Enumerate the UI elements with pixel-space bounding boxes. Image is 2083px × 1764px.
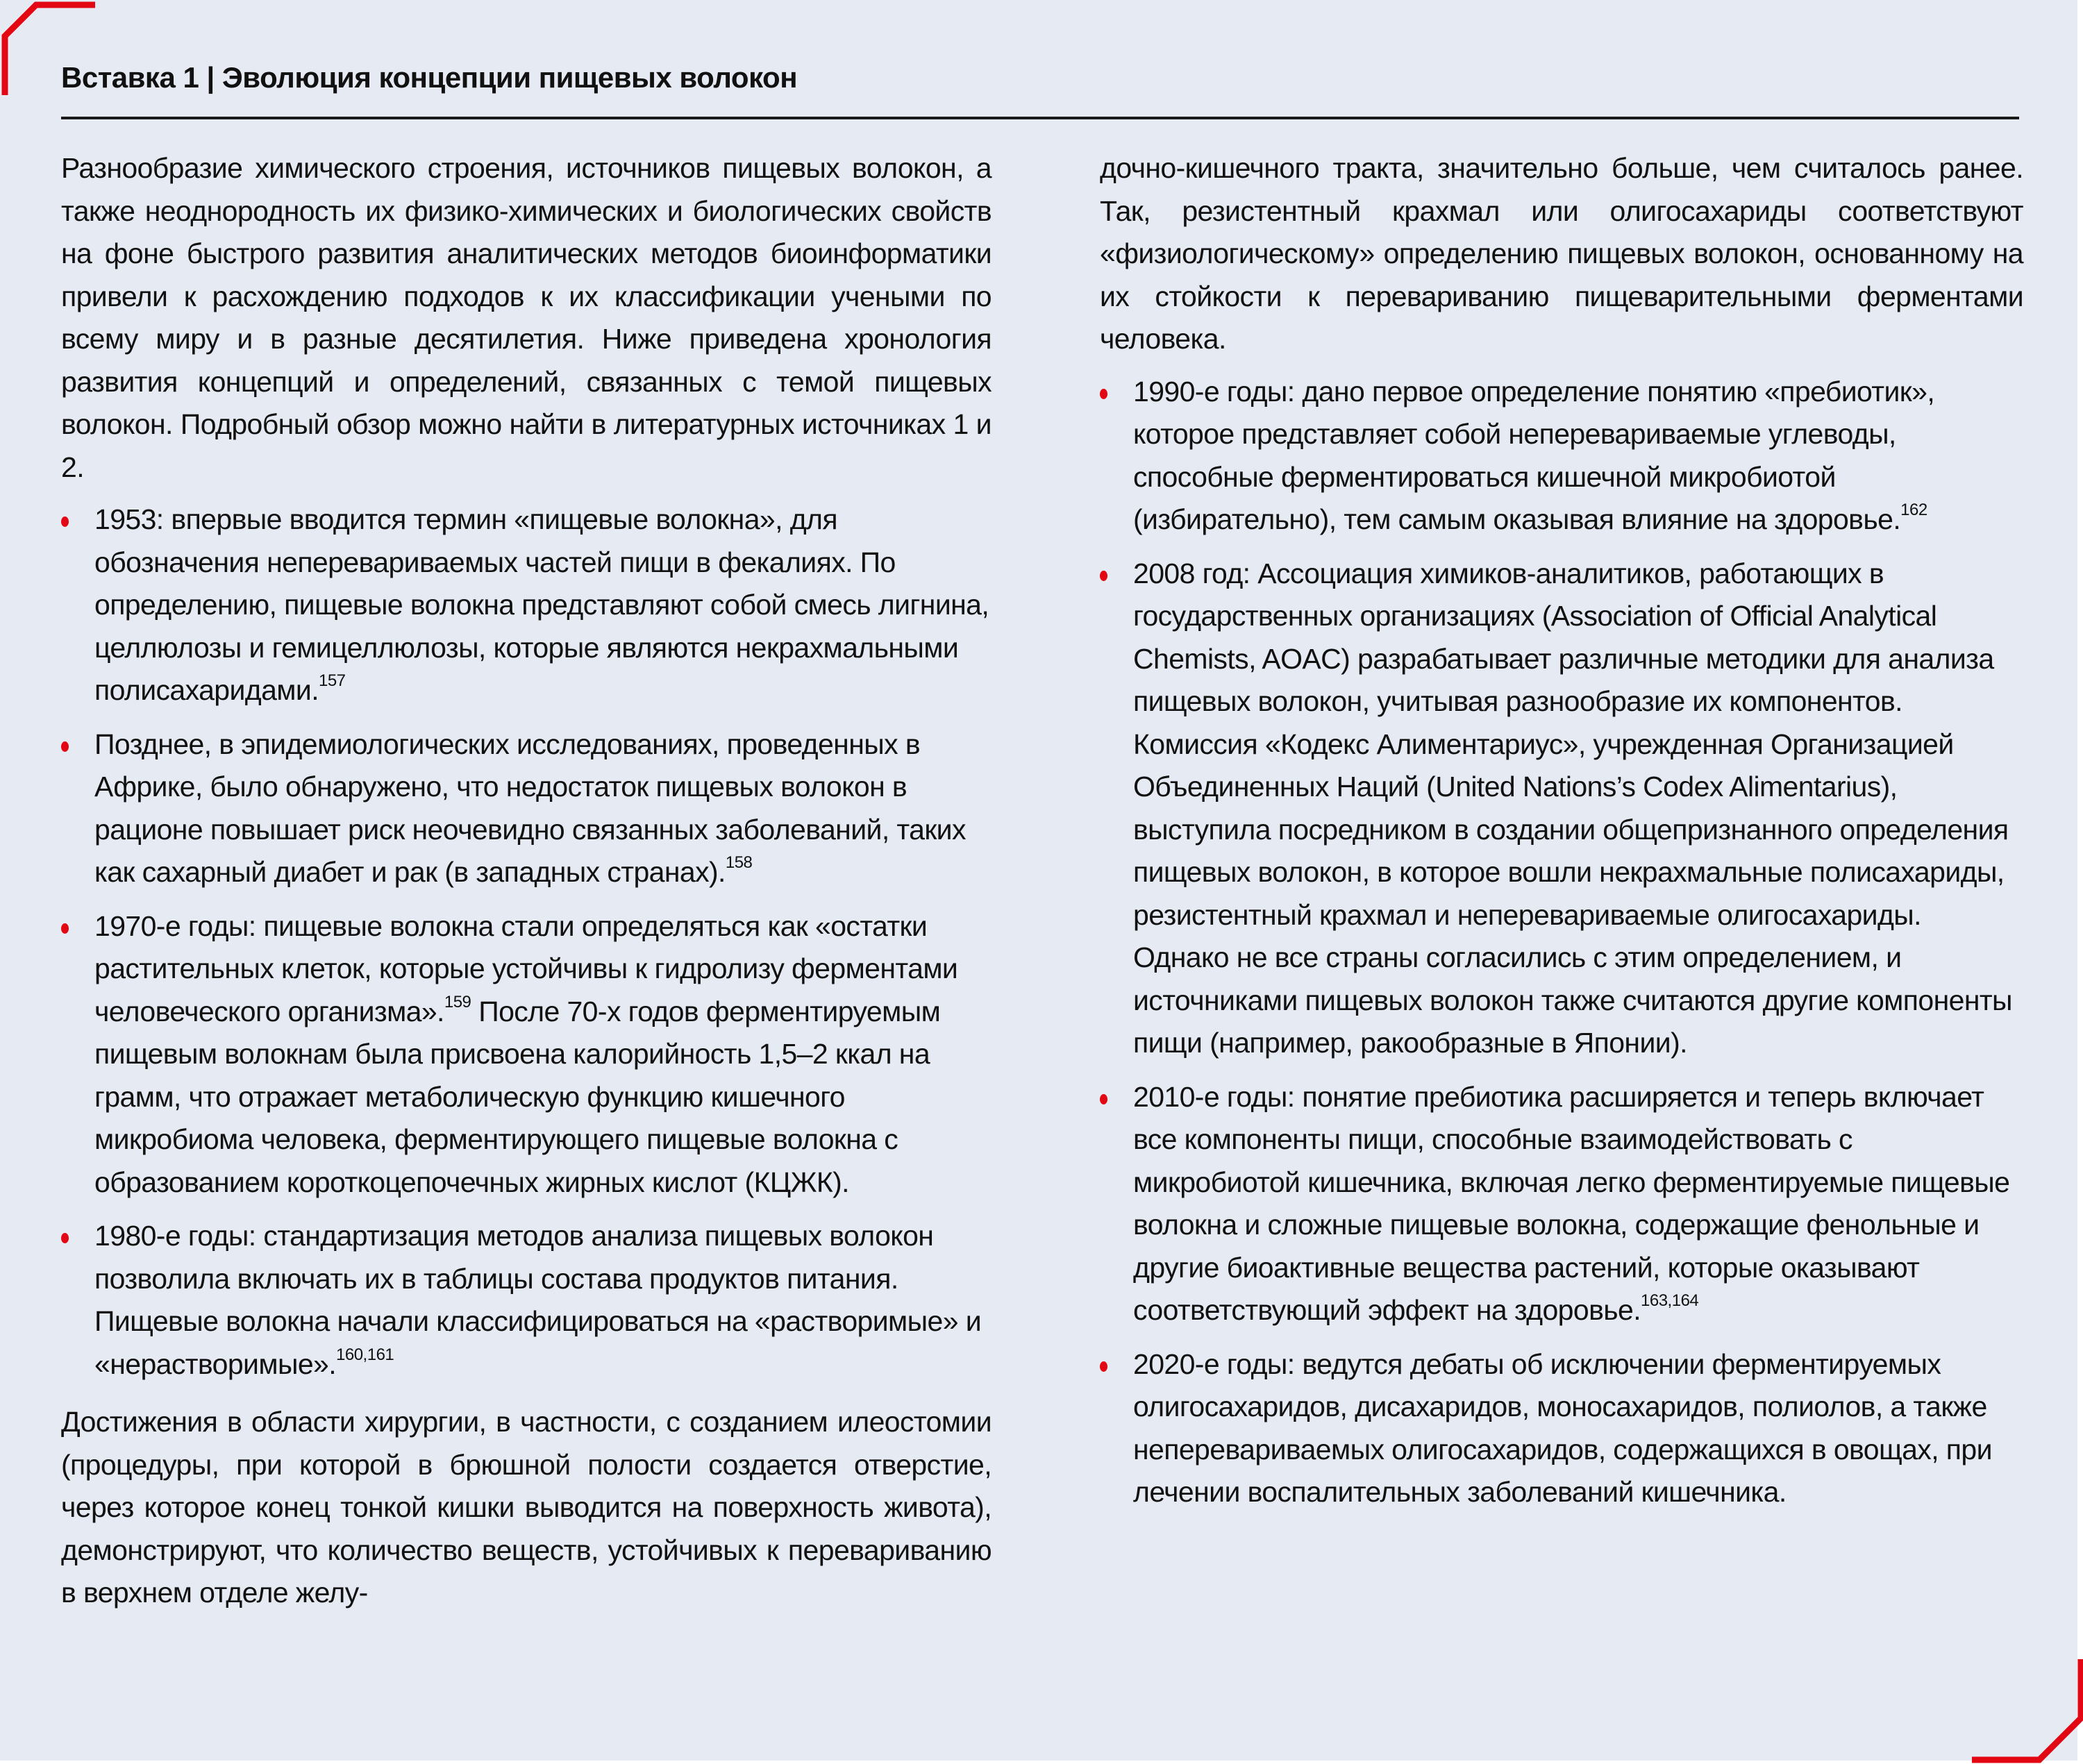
- bullet-dot-icon: [1100, 389, 1107, 399]
- timeline-item-2010s: 2010-е годы: понятие пребиотика расширяется и теперь включает все компоненты пищи, способные взаимодействовать с микробиотой кишечника, включая легко ферментируемые пищевые волокна и сложные пищевые волокна, содержащие фенольные и другие биоактивные вещества растений, которые оказывают соответствующий эффект на здоровье.$^{163,164}$: [1100, 1076, 2023, 1332]
- timeline-item-2008: 2008 год: Ассоциация химиков-аналитиков, работающих в государственных организациях (Association of Official Analytical Chemists, AOAC) разрабатывает различные методики для анализа пищевых волокон, учитывая разнообразие их компонентов. Комиссия «Кодекс Алиментариус», учрежденная Организацией Объединенных Наций (United Nations’s Codex Alimentarius), выступила посредником в создании общепризнанного определения пищевых волокон, в которое вошли некрахмальные полисахариды, резистентный крахмал и неперевариваемые олигосахариды. Однако не все страны согласились с этим определением, и источниками пищевых волокон также считаются другие компоненты пищи (например, ракообразные в Японии).: [1100, 553, 2023, 1065]
- timeline-item-2020s: 2020-е годы: ведутся дебаты об исключении ферментируемых олигосахаридов, дисахаридов, моносахаридов, полиолов, а также неперевариваемых олигосахаридов, содержащихся в овощах, при лечении воспалительных заболеваний кишечника.: [1100, 1343, 2023, 1514]
- citation-ref: 158: [725, 853, 753, 872]
- citation-ref: 160,161: [336, 1345, 394, 1364]
- outro-paragraph: Достижения в области хирургии, в частности, с созданием илеостомии (процедуры, при которой в брюшной полости создается отверстие, через которое конец тонкой кишки выводится на поверхность живота), демонстрируют, что количество веществ, устойчивых к перевариванию в верхнем отделе желу-: [61, 1406, 992, 1608]
- citation-ref: 157: [318, 671, 346, 690]
- continuation-paragraph: дочно-кишечного тракта, значительно больше, чем считалось ранее. Так, резистентный крахмал или олигосахариды соответствуют «физиологическому» определению пищевых волокон, основанному на их стойкости к перевариванию пищеварительными ферментами человека.: [1100, 152, 2023, 355]
- bullet-dot-icon: [1100, 1094, 1107, 1104]
- bullet-dot-icon: [61, 923, 69, 934]
- corner-bracket-bottom-right-icon: [1972, 1659, 2083, 1764]
- left-column: [61, 147, 992, 1624]
- timeline-list-right: [1100, 371, 2023, 1514]
- bullet-dot-icon: [61, 1233, 69, 1243]
- timeline-list-left: [61, 498, 992, 1386]
- right-column: [1100, 147, 2023, 1529]
- intro-paragraph: Разнообразие химического строения, источников пищевых волокон, а также неоднородность их физико-химических и биологических свойств на фоне быстрого развития аналитических методов биоинформатики привели к расхождению подходов к их классификации учеными по всему миру и в разные десятилетия. Ниже приведена хронология развития концепций и определений, связанных с темой пищевых волокон. Подробный обзор можно найти в литературных источниках 1 и 2.: [61, 152, 992, 483]
- citation-ref: 163,164: [1641, 1291, 1699, 1310]
- timeline-item-1990s: 1990-е годы: дано первое определение понятию «пребиотик», которое представляет собой неперевариваемые углеводы, способные ферментироваться кишечной микробиотой (избирательно), тем самым оказывая влияние на здоровье.$^{162}$: [1100, 371, 2023, 541]
- timeline-item-1953: 1953: впервые вводится термин «пищевые волокна», для обозначения неперевариваемых частей пищи в фекалиях. По определению, пищевые волокна представляют собой смесь лигнина, целлюлозы и гемицеллюлозы, которые являются некрахмальными полисахаридами.$^{157}$: [61, 498, 992, 712]
- timeline-item-1970s: 1970-е годы: пищевые волокна стали определяться как «остатки растительных клеток, которые устойчивы к гидролизу ферментами человеческого организма».$^{159}$ После 70-х годов ферментируемым пищевым волокнам была присвоена калорийность 1,5–2 ккал на грамм, что отражает метаболическую функцию кишечного микробиома человека, ферментирующего пищевые волокна с образованием короткоцепочечных жирных кислот (КЦЖК).: [61, 905, 992, 1204]
- box-title: Вставка 1 | Эволюция концепции пищевых волокон: [61, 61, 798, 94]
- bullet-dot-icon: [1100, 1361, 1107, 1372]
- bullet-dot-icon: [1100, 571, 1107, 581]
- bullet-dot-icon: [61, 516, 69, 527]
- timeline-item-1980s: 1980-е годы: стандартизация методов анализа пищевых волокон позволила включать их в таблицы состава продуктов питания. Пищевые волокна начали классифицироваться на «растворимые» и «нерастворимые».$^{160,161}$: [61, 1215, 992, 1386]
- citation-ref: 159: [444, 992, 471, 1011]
- bullet-dot-icon: [61, 741, 69, 752]
- timeline-item-africa: Позднее, в эпидемиологических исследованиях, проведенных в Африке, было обнаружено, что недостаток пищевых волокон в рационе повышает риск неочевидно связанных заболеваний, таких как сахарный диабет и рак (в западных странах).$^{158}$: [61, 723, 992, 894]
- citation-ref: 162: [1900, 501, 1927, 519]
- title-divider: [61, 117, 2019, 119]
